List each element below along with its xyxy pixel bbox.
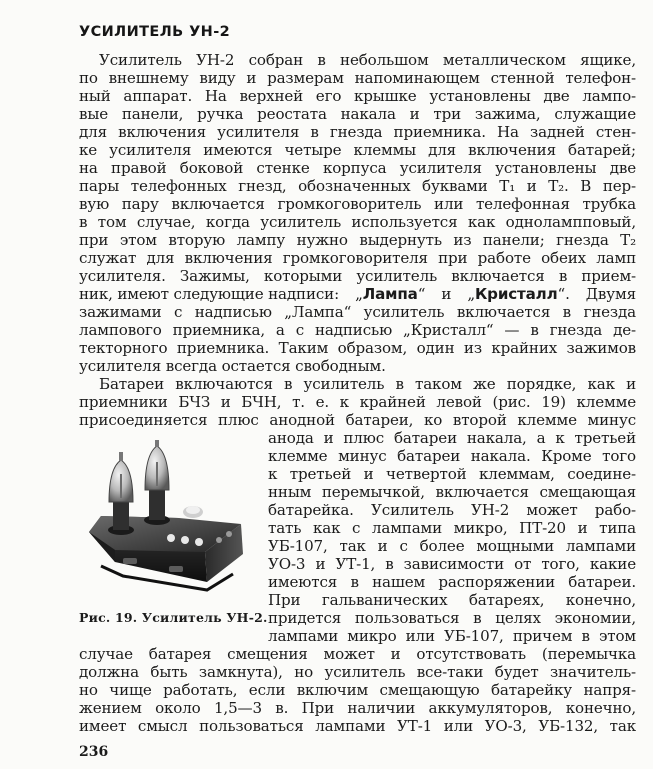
section-heading: УСИЛИТЕЛЬ УН-2 [79, 24, 231, 40]
text-line: придется пользоваться в целях экономии, [268, 609, 636, 627]
text-line: имеются в нашем распоряжении батареи. [268, 573, 636, 591]
text-line: ный аппарат. На верхней его крышке установлены две лампо- [79, 87, 636, 105]
label-lamp: Лампа [362, 285, 418, 303]
text-line: на правой боковой стенке корпуса усилителя установлены две [79, 159, 636, 177]
figure-caption: Рис. 19. Усилитель УН-2. [79, 610, 268, 625]
text-fragment: Двумя [585, 285, 636, 303]
text-line: ке усилителя имеются четыре клеммы для включения батарей; [79, 141, 636, 159]
text-line: Батареи включаются в усилитель в таком же порядке, как и [99, 375, 636, 393]
amplifier-photo [83, 440, 253, 610]
text-line: жением около 1,5—3 в. При наличии аккумуляторов, конечно, [79, 699, 636, 717]
amplifier-illustration [83, 440, 253, 610]
label-crystal: Кристалл [474, 285, 558, 303]
text-line: текторного приемника. Таким образом, один из крайних зажимов [79, 339, 636, 357]
text-line: в том случае, когда усилитель используется как однолампповый, [79, 213, 636, 231]
quoted-label: „Лампа“ [355, 285, 426, 303]
text-line: случае батарея смещения может и отсутствовать (перемычка [79, 645, 636, 663]
text-line: пары телефонных гнезд, обозначенных буквами T₁ и T₂. В пер- [79, 177, 636, 195]
text-line: для включения усилителя в гнезда приемника. На задней стен- [79, 123, 636, 141]
text-line: усилителя. Зажимы, которыми усилитель включается в прием- [79, 267, 636, 285]
text-line: При гальванических батареях, конечно, [268, 591, 636, 609]
text-line: но чище работать, если включим смещающую батарейку напря- [79, 681, 636, 699]
text-line: Усилитель УН-2 собран в небольшом металлическом ящике, [99, 51, 636, 69]
text-line: УБ-107, так и с более мощными лампами [268, 537, 636, 555]
text-line: УО-3 и УТ-1, в зависимости от того, какие [268, 555, 636, 573]
text-line-mixed [79, 285, 636, 303]
text-line: приемники БЧЗ и БЧН, т. е. к крайней левой (рис. 19) клемме [79, 393, 636, 411]
text-line: вую пару включается громкоговоритель или телефонная трубка [79, 195, 636, 213]
text-line: должна быть замкнута), но усилитель все-таки будет значитель- [79, 663, 636, 681]
text-line: служат для включения громкоговорителя при работе обеих ламп [79, 249, 636, 267]
text-line: нным перемычкой, включается смещающая [268, 483, 636, 501]
text-line: по внешнему виду и размерам напоминающем стенной телефон- [79, 69, 636, 87]
text-fragment: и [441, 285, 452, 303]
text-fragment: ник, имеют следующие надписи: [79, 285, 340, 303]
page-number: 236 [79, 744, 109, 760]
text-line: лампового приемника, а с надписью „Кристалл“ — в гнезда де- [79, 321, 636, 339]
text-line: анода и плюс батареи накала, а к третьей [268, 429, 636, 447]
text-line: батарейка. Усилитель УН-2 может рабо- [268, 501, 636, 519]
text-line: лампами микро или УБ-107, причем в этом [268, 627, 636, 645]
text-line: клемме минус батареи накала. Кроме того [268, 447, 636, 465]
text-line: зажимами с надписью „Лампа“ усилитель включается в гнезда [79, 303, 636, 321]
text-line: к третьей и четвертой клеммам, соедине- [268, 465, 636, 483]
quoted-label: „Кристалл“. [467, 285, 570, 303]
text-line: вые панели, ручка реостата накала и три зажима, служащие [79, 105, 636, 123]
text-line: присоединяется плюс анодной батареи, ко второй клемме минус [79, 411, 636, 429]
text-line: имеет смысл пользоваться лампами УТ-1 или УО-3, УБ-132, так [79, 717, 636, 735]
text-line: усилителя всегда остается свободным. [79, 357, 386, 375]
text-line: тать как с лампами микро, ПТ-20 и типа [268, 519, 636, 537]
text-line: при этом вторую лампу нужно выдернуть из панели; гнезда T₂ [79, 231, 636, 249]
